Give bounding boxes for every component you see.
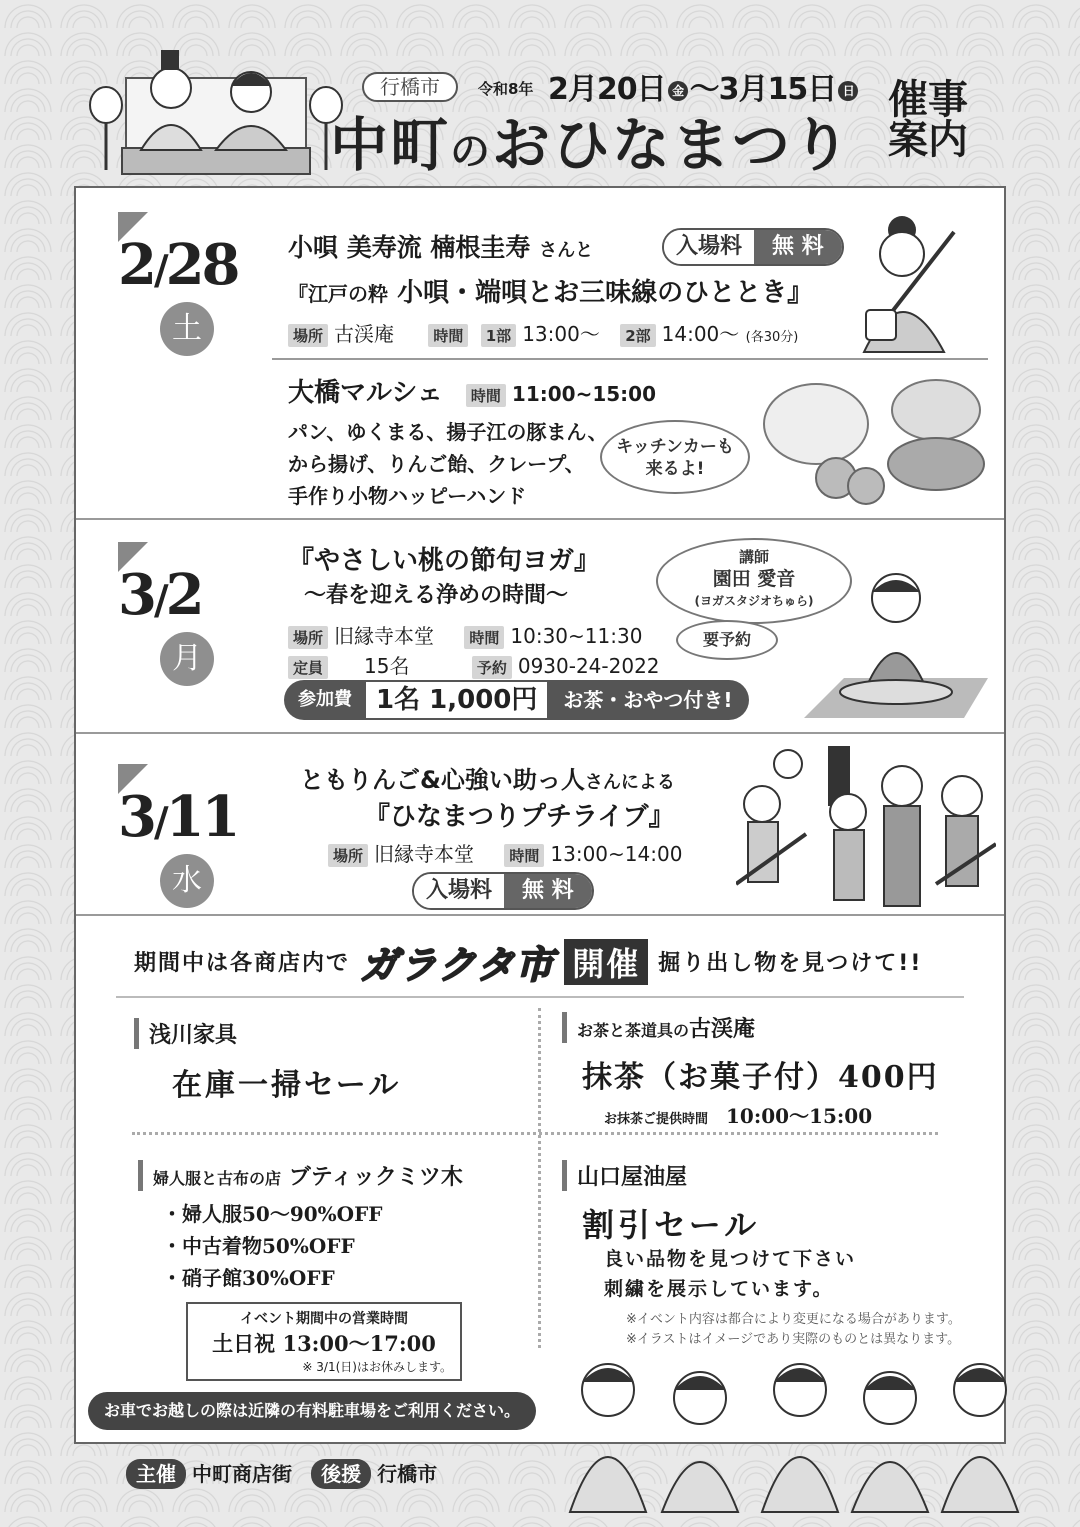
separator — [272, 358, 988, 360]
title-part1: 中町 — [330, 111, 451, 179]
marche-name: 大橋マルシェ — [288, 378, 443, 408]
event2-subtitle: ～春を迎える浄めの時間～ — [304, 583, 569, 608]
supporter-label: 後援 — [311, 1459, 371, 1489]
hours-value: 土日祝 13:00～17:00 — [212, 1331, 436, 1356]
guide-line2: 案内 — [888, 116, 968, 163]
food-illustration — [756, 374, 992, 510]
performer-name: ともりんご&心強い助っ人 — [300, 766, 585, 794]
organizer-label: 主催 — [126, 1459, 186, 1489]
date-number — [118, 232, 238, 298]
era-label: 令和8年 — [478, 80, 534, 98]
date-dow: 水 — [160, 854, 214, 908]
event3-fee-pill — [412, 872, 594, 910]
date-number — [118, 784, 238, 850]
reservation-bubble: 要予約 — [676, 620, 778, 660]
note-time: 10:00～15:00 — [726, 1104, 873, 1128]
fee-label: 入場料 — [664, 230, 754, 264]
shop-mitsuki-items — [162, 1198, 383, 1294]
event1-details — [288, 318, 798, 347]
place-label: 場所 — [288, 626, 328, 649]
supporter-name: 行橋市 — [377, 1462, 438, 1486]
phone-number: 0930-24-2022 — [517, 654, 660, 678]
date-day: 11 — [165, 784, 238, 850]
garakuta-banner — [134, 934, 922, 989]
note-label: お抹茶ご提供時間 — [604, 1112, 709, 1127]
date-month: 3 — [118, 784, 154, 850]
capacity-value: 15名 — [364, 654, 410, 678]
place-value: 古渓庵 — [334, 322, 395, 346]
shop-name-main: ブティックミツ木 — [288, 1165, 463, 1190]
shop-line: 良い品物を見つけて下さい — [604, 1248, 857, 1270]
city-tag: 行橋市 — [362, 72, 458, 102]
shop-mitsuki-name — [138, 1160, 463, 1191]
event2-capacity-phone — [288, 650, 660, 679]
instructor-label: 講師 — [738, 548, 769, 566]
band-illustration — [736, 744, 996, 914]
shamisen-player-illustration — [844, 202, 964, 358]
shop-yamaguchiya-lines — [604, 1244, 856, 1304]
date-day: 28 — [165, 232, 238, 298]
parking-notice: お車でお越しの際は近隣の有料駐車場をご利用ください。 — [88, 1392, 536, 1430]
marche-item: から揚げ、りんご飴、クレープ、 — [288, 452, 585, 476]
duration-note: (各30分) — [745, 330, 799, 345]
shop-yamaguchiya-offer: 割引セール — [582, 1206, 761, 1244]
shop-kokeian-offer: 抹茶（お菓子付）400円 — [582, 1060, 939, 1095]
marche-title — [288, 372, 656, 409]
separator — [76, 518, 1004, 520]
title-no: の — [450, 128, 493, 175]
part2-label: 2部 — [620, 324, 655, 347]
shop-row-divider — [132, 1132, 938, 1135]
event3-title: 『ひなまつりプチライブ』 — [364, 802, 675, 832]
kitchen-car-line: キッチンカーも — [616, 437, 734, 457]
title-prefix: 『江戸の粋 — [288, 282, 388, 306]
event3-performer — [300, 760, 675, 795]
marche-item: 手作り小物ハッピーハンド — [288, 484, 527, 508]
sale-item: ・婦人服50～90%OFF — [162, 1202, 383, 1226]
shop-kokeian-name — [562, 1012, 755, 1043]
garakuta-suffix: 掘り出し物を見つけて!! — [658, 951, 923, 976]
start-dow: 金 — [668, 81, 688, 101]
disclaimer-note: ※イベント内容は都合により変更になる場合があります。 — [626, 1312, 961, 1327]
marche-items — [288, 416, 608, 512]
period-tilde: ～ — [689, 72, 719, 107]
date-dow: 土 — [160, 302, 214, 356]
main-panel — [74, 186, 1006, 1444]
part2-time: 14:00～ — [661, 322, 740, 346]
part1-label: 1部 — [481, 324, 516, 347]
hina-dolls-illustration — [86, 30, 346, 176]
shop-column-divider — [538, 1008, 541, 1348]
end-dow: 日 — [838, 81, 858, 101]
disclaimer-notes — [626, 1310, 961, 1350]
performer-suffix: さんと — [539, 240, 594, 261]
date-month: 2 — [118, 232, 154, 298]
shop-mitsuki-hours — [186, 1302, 462, 1381]
place-value: 旧縁寺本堂 — [374, 842, 475, 866]
event1-title — [288, 272, 813, 309]
reserve-label: 予約 — [472, 656, 512, 679]
marche-time-label: 時間 — [466, 384, 506, 407]
fee-label: 参加費 — [298, 689, 352, 710]
hours-title: イベント期間中の営業時間 — [240, 1311, 408, 1327]
garakuta-name: ガラクタ市 — [360, 943, 555, 987]
time-label: 時間 — [464, 626, 504, 649]
time-value: 13:00~14:00 — [550, 842, 683, 866]
date-slash: / — [153, 799, 166, 846]
event-3-2-date — [118, 542, 214, 686]
shop-name-prefix: お茶と茶道具の — [577, 1021, 690, 1040]
guide-line1: 催事 — [888, 76, 968, 123]
date-slash: / — [153, 577, 166, 624]
separator — [116, 996, 964, 998]
instructor-name: 園田 愛音 — [712, 568, 796, 590]
shop-asakawa-name: 浅川家具 — [134, 1018, 237, 1049]
disclaimer-note: ※イラストはイメージであり実際のものとは異なります。 — [626, 1332, 961, 1347]
yoga-woman-illustration — [804, 568, 988, 724]
place-label: 場所 — [328, 844, 368, 867]
fee-value: 無 料 — [754, 230, 842, 264]
event-3-11-date — [118, 764, 238, 908]
title-part2: おひなまつり — [492, 111, 853, 179]
time-label: 時間 — [428, 324, 468, 347]
garakuta-kaisai: 開催 — [564, 939, 648, 985]
separator — [76, 914, 1004, 916]
performer-name: 小唄 美寿流 楠根圭寿 — [288, 233, 531, 262]
title-main: 小唄・端唄とお三味線のひととき』 — [397, 278, 814, 308]
sponsor-line — [126, 1458, 451, 1489]
garakuta-prefix: 期間中は各商店内で — [134, 951, 351, 976]
event2-title: 『やさしい桃の節句ヨガ』 — [288, 546, 601, 576]
place-label: 場所 — [288, 324, 328, 347]
sale-item: ・硝子館30%OFF — [162, 1266, 335, 1290]
event1-fee-pill — [662, 228, 844, 266]
event3-place-time — [328, 838, 682, 867]
date-day: 2 — [165, 562, 202, 628]
end-date: 3月15日 — [718, 72, 837, 107]
marche-time: 11:00~15:00 — [511, 382, 657, 406]
start-date: 2月20日 — [548, 72, 666, 107]
guide-heading — [880, 76, 976, 163]
date-number — [118, 562, 214, 628]
kitchen-car-bubble — [600, 420, 750, 494]
part1-time: 13:00～ — [522, 322, 600, 346]
capacity-label: 定員 — [288, 656, 328, 679]
separator — [76, 732, 1004, 734]
marche-item: パン、ゆくまる、揚子江の豚まん、 — [288, 420, 608, 444]
date-month: 3 — [118, 562, 154, 628]
shop-line: 刺繍を展示しています。 — [604, 1278, 834, 1300]
fee-value: 1名 1,000円 — [366, 682, 547, 718]
kitchen-car-line: 来るよ! — [645, 459, 705, 479]
time-value: 10:30~11:30 — [510, 624, 643, 648]
fee-note: お茶・おやつ付き! — [563, 688, 733, 712]
performer-suffix: さんによる — [584, 772, 675, 793]
event-2-28-date — [118, 212, 238, 356]
organizer-name: 中町商店街 — [192, 1462, 292, 1486]
shop-name-prefix: 婦人服と古布の店 — [153, 1169, 282, 1188]
time-label: 時間 — [504, 844, 544, 867]
event1-performer — [288, 228, 593, 264]
place-value: 旧縁寺本堂 — [334, 624, 435, 648]
page-title — [330, 98, 852, 182]
sale-item: ・中古着物50%OFF — [162, 1234, 355, 1258]
shop-kokeian-note — [604, 1100, 872, 1129]
studio-name: (ヨガスタジオちゅら) — [694, 594, 814, 608]
date-dow: 月 — [160, 632, 214, 686]
fee-label: 入場料 — [414, 874, 504, 908]
shop-yamaguchiya-name: 山口屋油屋 — [562, 1160, 687, 1191]
event2-fee-bar — [284, 680, 749, 720]
shop-name-main: 古渓庵 — [689, 1017, 756, 1042]
fee-value: 無 料 — [504, 874, 592, 908]
event2-place-time — [288, 620, 642, 649]
hina-dolls-row-illustration — [560, 1352, 1030, 1516]
closed-note: ※ 3/1(日)はお休みします。 — [302, 1360, 452, 1374]
shop-asakawa-offer: 在庫一掃セール — [172, 1068, 402, 1103]
date-slash: / — [153, 247, 166, 294]
